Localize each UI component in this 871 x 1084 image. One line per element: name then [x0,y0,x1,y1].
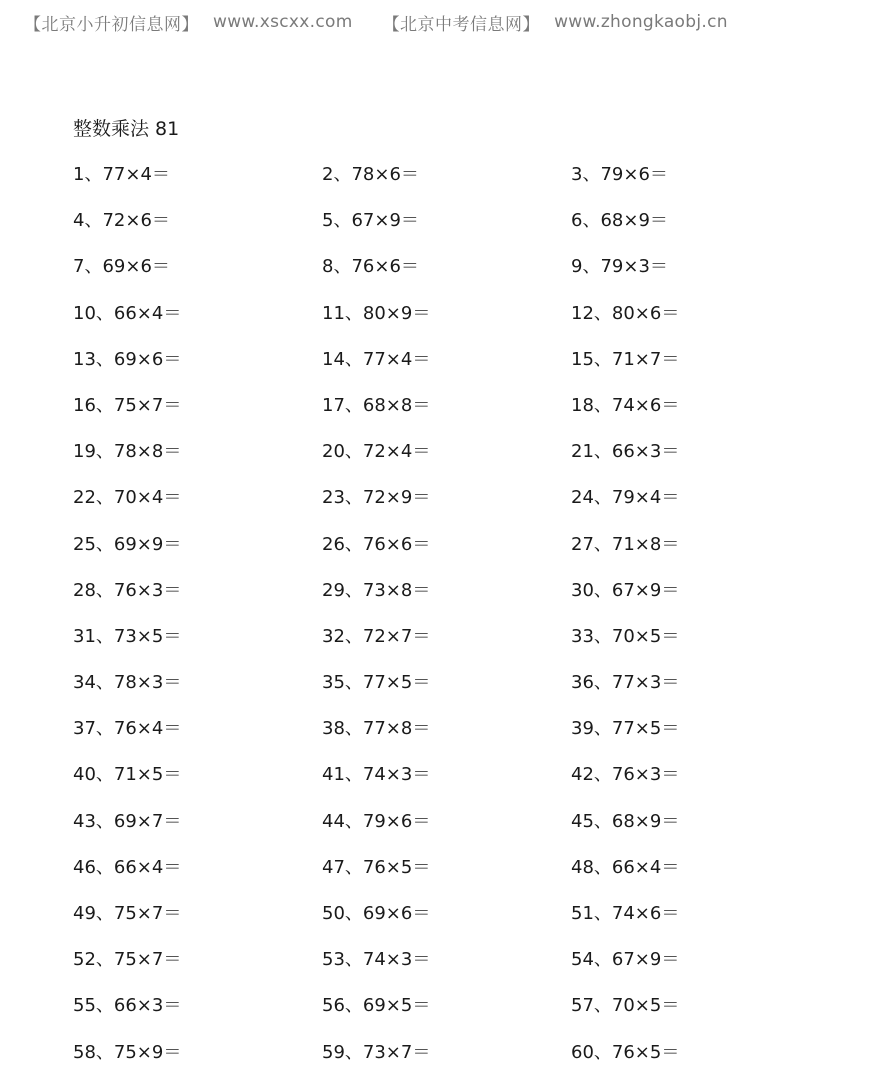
page-header [24,9,728,35]
header-site2-name: 【北京中考信息网】 [382,14,541,35]
problem-item: 10、66×4＝ [73,302,182,324]
problem-item: 58、75×9＝ [73,1041,182,1063]
problem-item: 19、78×8＝ [73,441,182,463]
problem-item: 12、80×6＝ [571,302,680,324]
problem-item: 43、69×7＝ [73,810,182,832]
problem-item: 15、71×7＝ [571,348,680,370]
problem-item: 8、76×6＝ [322,256,419,278]
problem-item: 11、80×9＝ [322,302,431,324]
problem-item: 18、74×6＝ [571,394,680,416]
problem-item: 29、73×8＝ [322,579,431,601]
problem-item: 9、79×3＝ [571,256,668,278]
problem-item: 59、73×7＝ [322,1041,431,1063]
problem-item: 7、69×6＝ [73,256,170,278]
problem-item: 56、69×5＝ [322,995,431,1017]
problem-item: 26、76×6＝ [322,533,431,555]
problem-item: 54、67×9＝ [571,949,680,971]
problem-item: 44、79×6＝ [322,810,431,832]
problem-item: 52、75×7＝ [73,949,182,971]
problem-item: 38、77×8＝ [322,718,431,740]
problem-item: 25、69×9＝ [73,533,182,555]
problem-item: 46、66×4＝ [73,856,182,878]
problem-item: 40、71×5＝ [73,764,182,786]
problem-item: 48、66×4＝ [571,856,680,878]
problem-item: 28、76×3＝ [73,579,182,601]
problem-item: 21、66×3＝ [571,441,680,463]
problem-item: 32、72×7＝ [322,625,431,647]
problem-item: 2、78×6＝ [322,164,419,185]
problem-item: 49、75×7＝ [73,903,182,924]
problem-item: 27、71×8＝ [571,533,680,555]
problem-item: 50、69×6＝ [322,903,431,924]
problem-item: 6、68×9＝ [571,210,668,232]
problem-item: 16、75×7＝ [73,394,182,416]
problem-item: 30、67×9＝ [571,579,680,601]
problem-item: 20、72×4＝ [322,441,431,463]
problem-item: 60、76×5＝ [571,1041,680,1063]
worksheet-title: 整数乘法 81 [73,118,180,140]
problem-item: 23、72×9＝ [322,487,431,509]
header-site1-url[interactable]: www.xscxx.com [213,12,353,32]
problem-grid [73,160,833,1084]
problem-item: 51、74×6＝ [571,903,680,924]
problem-item: 36、77×3＝ [571,672,680,694]
problem-item: 24、79×4＝ [571,487,680,509]
problem-item: 31、73×5＝ [73,625,182,647]
problem-item: 14、77×4＝ [322,348,431,370]
problem-item: 1、77×4＝ [73,164,170,185]
problem-item: 5、67×9＝ [322,210,419,232]
problem-item: 22、70×4＝ [73,487,182,509]
problem-item: 57、70×5＝ [571,995,680,1017]
problem-item: 13、69×6＝ [73,348,182,370]
problem-item: 4、72×6＝ [73,210,170,232]
problem-item: 42、76×3＝ [571,764,680,786]
header-site1-name: 【北京小升初信息网】 [24,14,199,35]
problem-item: 47、76×5＝ [322,856,431,878]
problem-item: 53、74×3＝ [322,949,431,971]
problem-item: 35、77×5＝ [322,672,431,694]
problem-item: 45、68×9＝ [571,810,680,832]
problem-item: 41、74×3＝ [322,764,431,786]
problem-item: 3、79×6＝ [571,164,668,185]
problem-item: 55、66×3＝ [73,995,182,1017]
problem-item: 34、78×3＝ [73,672,182,694]
problem-item: 33、70×5＝ [571,625,680,647]
problem-item: 17、68×8＝ [322,394,431,416]
header-site2-url[interactable]: www.zhongkaobj.cn [554,12,728,32]
problem-item: 37、76×4＝ [73,718,182,740]
problem-item: 39、77×5＝ [571,718,680,740]
